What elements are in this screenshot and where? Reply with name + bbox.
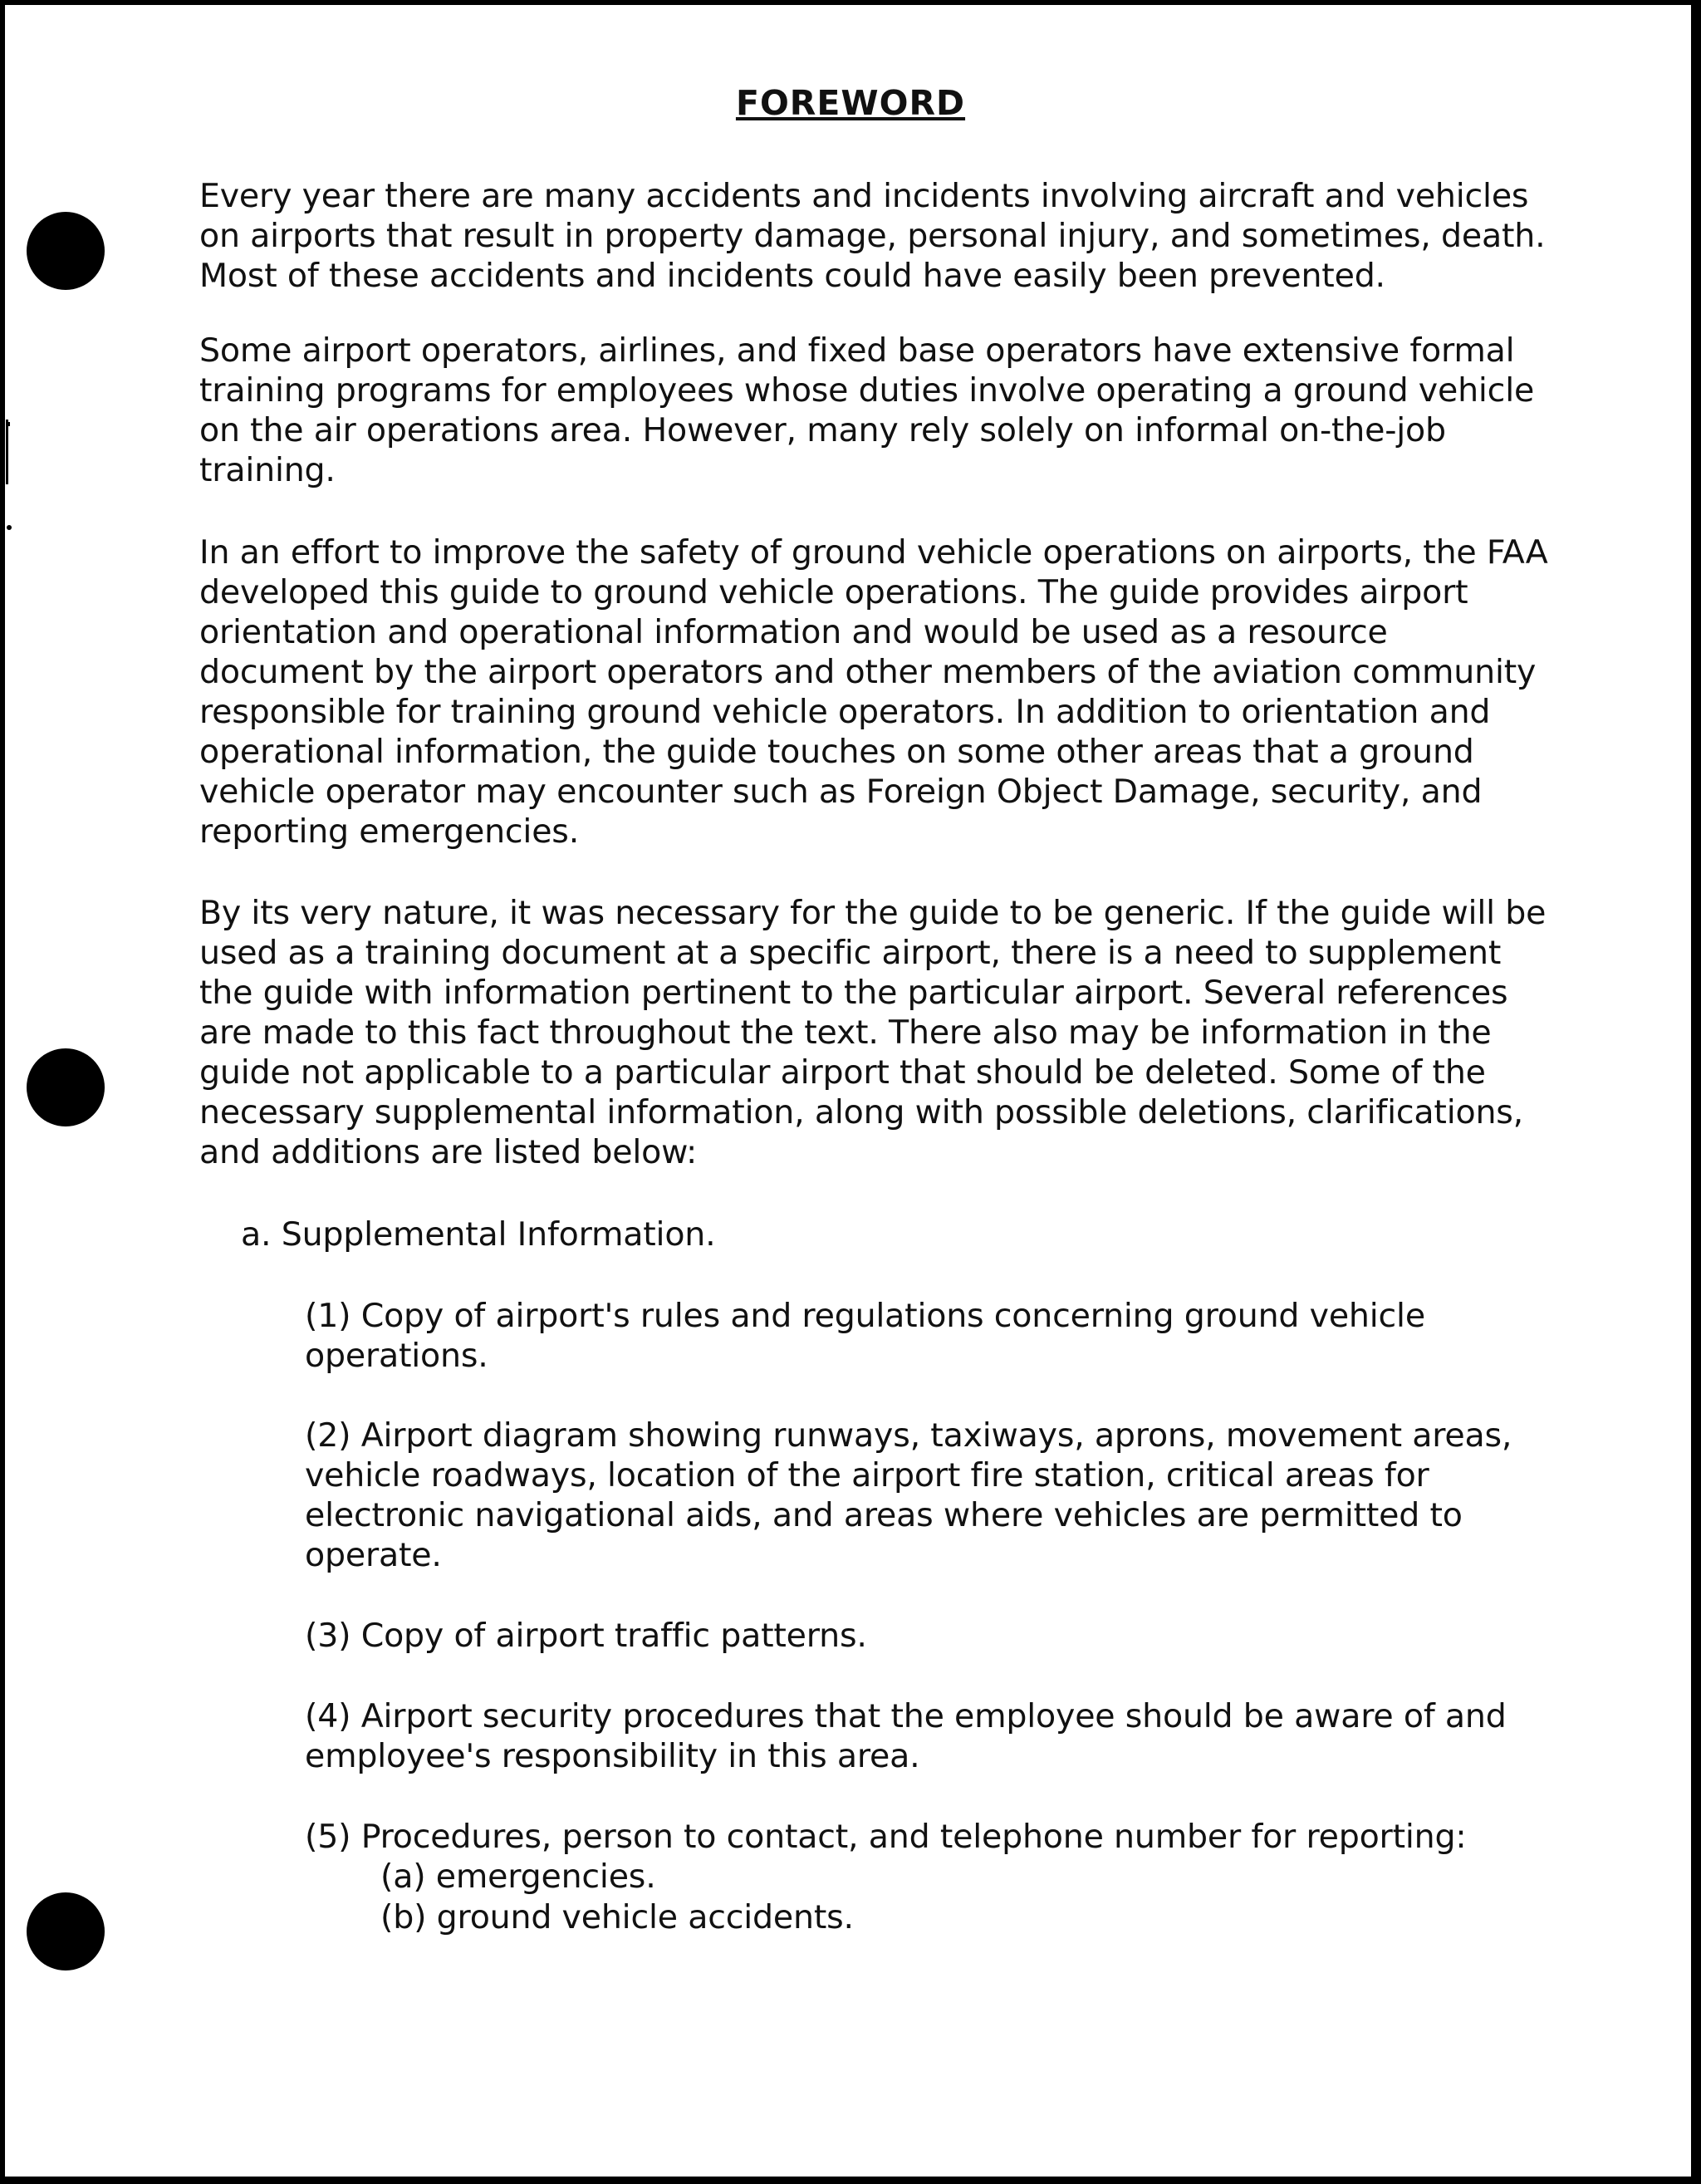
paragraph-generic: By its very nature, it was necessary for the guide to be generic. If the guide will be used as a training document at a specific airport, there is a need to supplement the guide with information pertinent to the particular airport. Several references are made to this fact throughout the text. There also may be information in the guide not applicable to a particular airport that should be deleted. Some of the necessary supplemental information, along with possible deletions, clarifications, and additions are listed below: <box>199 894 1547 1171</box>
punch-hole <box>27 212 105 290</box>
paragraph-purpose: In an effort to improve the safety of ground vehicle operations on airports, the FAA developed this guide to ground vehicle operations. The guide provides airport orientation and operational information and would be used as a resource document by the airport operators and other members of the aviation community responsible for training ground vehicle operators. In addition to orientation and operational information, the guide touches on some other areas that a ground vehicle operator may encounter such as Foreign Object Damage, security, and reporting emergencies. <box>199 533 1548 851</box>
paragraph-training: Some airport operators, airlines, and fixed base operators have extensive formal training programs for employees whose duties involve operating a ground vehicle on the air operations area. However, many rely solely on informal on-the-job training. <box>199 331 1535 489</box>
list-item: (1) Copy of airport's rules and regulations concerning ground vehicle operations. <box>305 1297 1425 1375</box>
scan-artifact <box>7 525 12 530</box>
paragraph-intro: Every year there are many accidents and incidents involving aircraft and vehicles on airports that result in property damage, personal injury, and sometimes, death. Most of these accidents and incidents could have easily been prevented. <box>199 177 1546 295</box>
page-title: FOREWORD <box>735 83 966 123</box>
list-heading-supplemental: a. Supplemental Information. <box>241 1215 716 1254</box>
punch-hole <box>27 1892 105 1971</box>
list-item: (5) Procedures, person to contact, and telephone number for reporting: <box>305 1818 1467 1856</box>
sub-list-item: (a) emergencies. <box>380 1858 656 1896</box>
list-item: (3) Copy of airport traffic patterns. <box>305 1617 867 1655</box>
list-item: (2) Airport diagram showing runways, taxiways, aprons, movement areas, vehicle roadways, location of the airport fire station, critical areas for electronic navigational aids, and areas where vehicles are permitted to operate. <box>305 1416 1512 1574</box>
list-item: (4) Airport security procedures that the employee should be aware of and employee's responsibility in this area. <box>305 1697 1507 1775</box>
sub-list-item: (b) ground vehicle accidents. <box>380 1898 854 1936</box>
scan-artifact <box>6 422 10 426</box>
scan-artifact <box>6 420 8 484</box>
punch-hole <box>27 1048 105 1126</box>
